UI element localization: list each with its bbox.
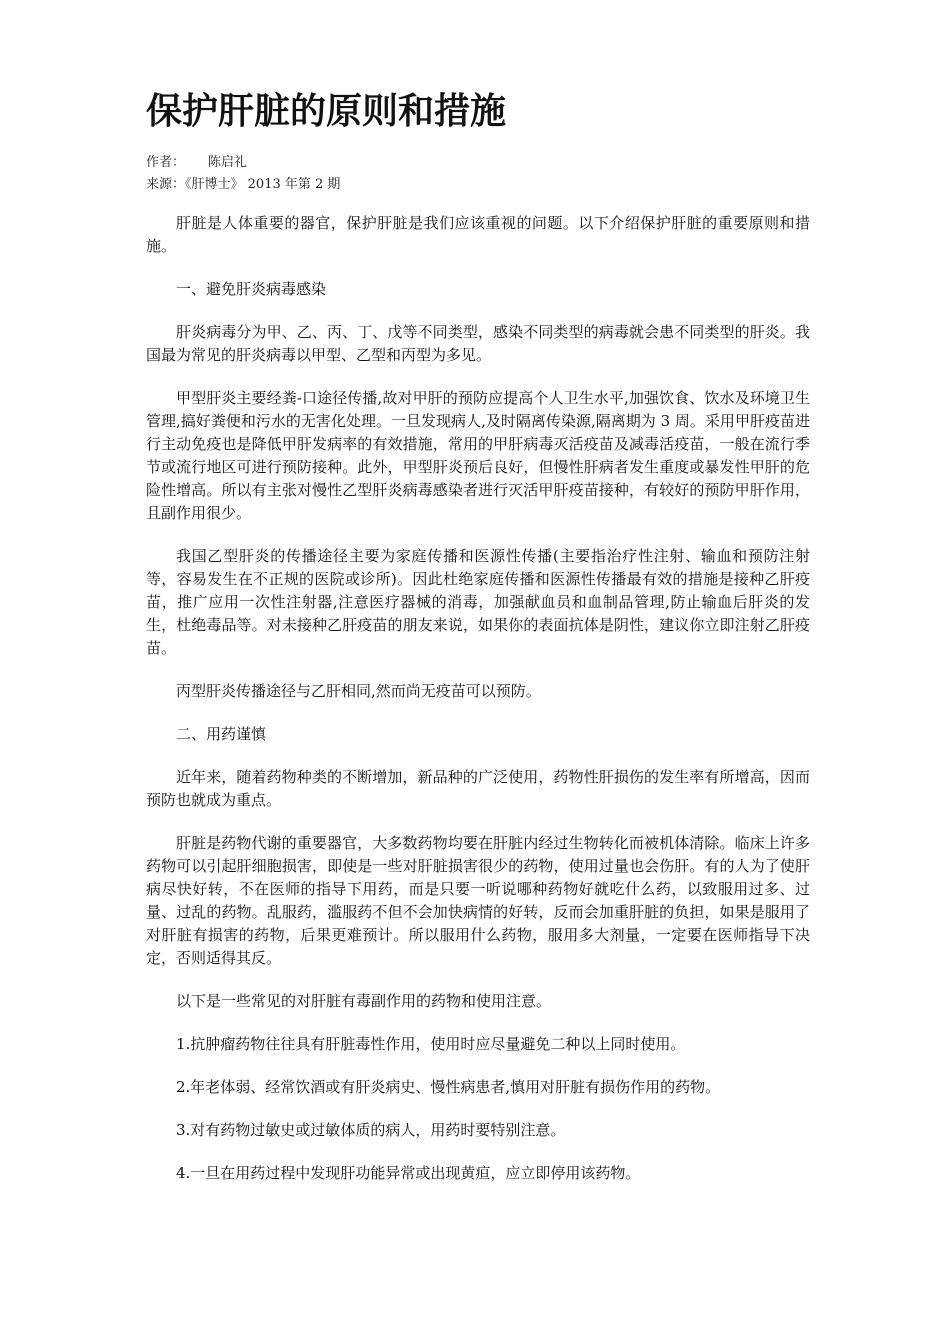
article-body: [146, 212, 810, 1205]
intro-paragraph: 肝脏是人体重要的器官，保护肝脏是我们应该重视的问题。以下介绍保护肝脏的重要原则和措施。: [146, 214, 810, 255]
paragraph-hepatitis-a: 甲型肝炎主要经粪-口途径传播,故对甲肝的预防应提高个人卫生水平,加强饮食、饮水及环境卫生管理,搞好粪便和污水的无害化处理。一旦发现病人,及时隔离传染源,隔离期为 3 周。采用甲肝疫苗进行主动免疫也是降低甲肝发病率的有效措施，常用的甲肝病毒灭活疫苗及减毒活疫苗，一般在流行季节或流行地区可进行预防接种。此外，甲型肝炎预后良好，但慢性肝病者发生重度或暴发性甲肝的危险性增高。所以有主张对慢性乙型肝炎病毒感染者进行灭活甲肝疫苗接种，有较好的预防甲肝作用，且副作用很少。: [146, 389, 810, 522]
source-label: 来源：: [146, 177, 186, 192]
source-name: 《肝博士》 2013 年第 2 期: [185, 177, 341, 192]
paragraph-drug-metabolism: 肝脏是药物代谢的重要器官，大多数药物均要在肝脏内经过生物转化而被机体清除。临床上许多药物可以引起肝细胞损害，即使是一些对肝脏损害很少的药物，使用过量也会伤肝。有的人为了使肝病尽快好转，不在医师的指导下用药，而是只要一听说哪种药物好就吃什么药，以致服用过多、过量、过乱的药物。乱服药，滥服药不但不会加快病情的好转，反而会加重肝脏的负担，如果是服用了对肝脏有损害的药物，后果更难预计。所以服用什么药物，服用多大剂量，一定要在医师指导下决定，否则适得其反。: [146, 834, 810, 967]
paragraph-hepatitis-b: 我国乙型肝炎的传播途径主要为家庭传播和医源性传播(主要指治疗性注射、输血和预防注射等，容易发生在不正规的医院或诊所)。因此杜绝家庭传播和医源性传播最有效的措施是接种乙肝疫苗，推广应用一次性注射器,注意医疗器械的消毒，加强献血员和血制品管理,防止输血后肝炎的发生，杜绝毒品等。对未接种乙肝疫苗的朋友来说，如果你的表面抗体是阴性，建议你立即注射乙肝疫苗。: [146, 547, 810, 657]
list-item: 2.年老体弱、经常饮酒或有肝炎病史、慢性病患者,慎用对肝脏有损伤作用的药物。: [176, 1078, 721, 1096]
paragraph-list-intro: 以下是一些常见的对肝脏有毒副作用的药物和使用注意。: [176, 992, 552, 1010]
author-line: [146, 152, 340, 174]
section-heading-1: 一、避免肝炎病毒感染: [176, 280, 327, 298]
author-label: 作者：: [146, 155, 186, 170]
article-meta: [146, 152, 340, 196]
paragraph-drug-injury: 近年来，随着药物种类的不断增加，新品种的广泛使用，药物性肝损伤的发生率有所增高，因而预防也就成为重点。: [146, 768, 810, 809]
section-heading-2: 二、用药谨慎: [176, 725, 267, 743]
paragraph-hepatitis-types: 肝炎病毒分为甲、乙、丙、丁、戊等不同类型，感染不同类型的病毒就会患不同类型的肝炎。我国最为常见的肝炎病毒以甲型、乙型和丙型为多见。: [146, 323, 810, 364]
source-line: [146, 174, 340, 196]
paragraph-hepatitis-c: 丙型肝炎传播途径与乙肝相同,然而尚无疫苗可以预防。: [176, 682, 541, 700]
list-item: 3.对有药物过敏史或过敏体质的病人，用药时要特别注意。: [176, 1121, 566, 1139]
article-title: 保护肝脏的原则和措施: [146, 91, 507, 132]
list-item: 4.一旦在用药过程中发现肝功能异常或出现黄疸，应立即停用该药物。: [176, 1164, 641, 1182]
list-item: 1.抗肿瘤药物往往具有肝脏毒性作用，使用时应尽量避免二种以上同时使用。: [176, 1035, 686, 1053]
author-name: 陈启礼: [208, 155, 248, 170]
